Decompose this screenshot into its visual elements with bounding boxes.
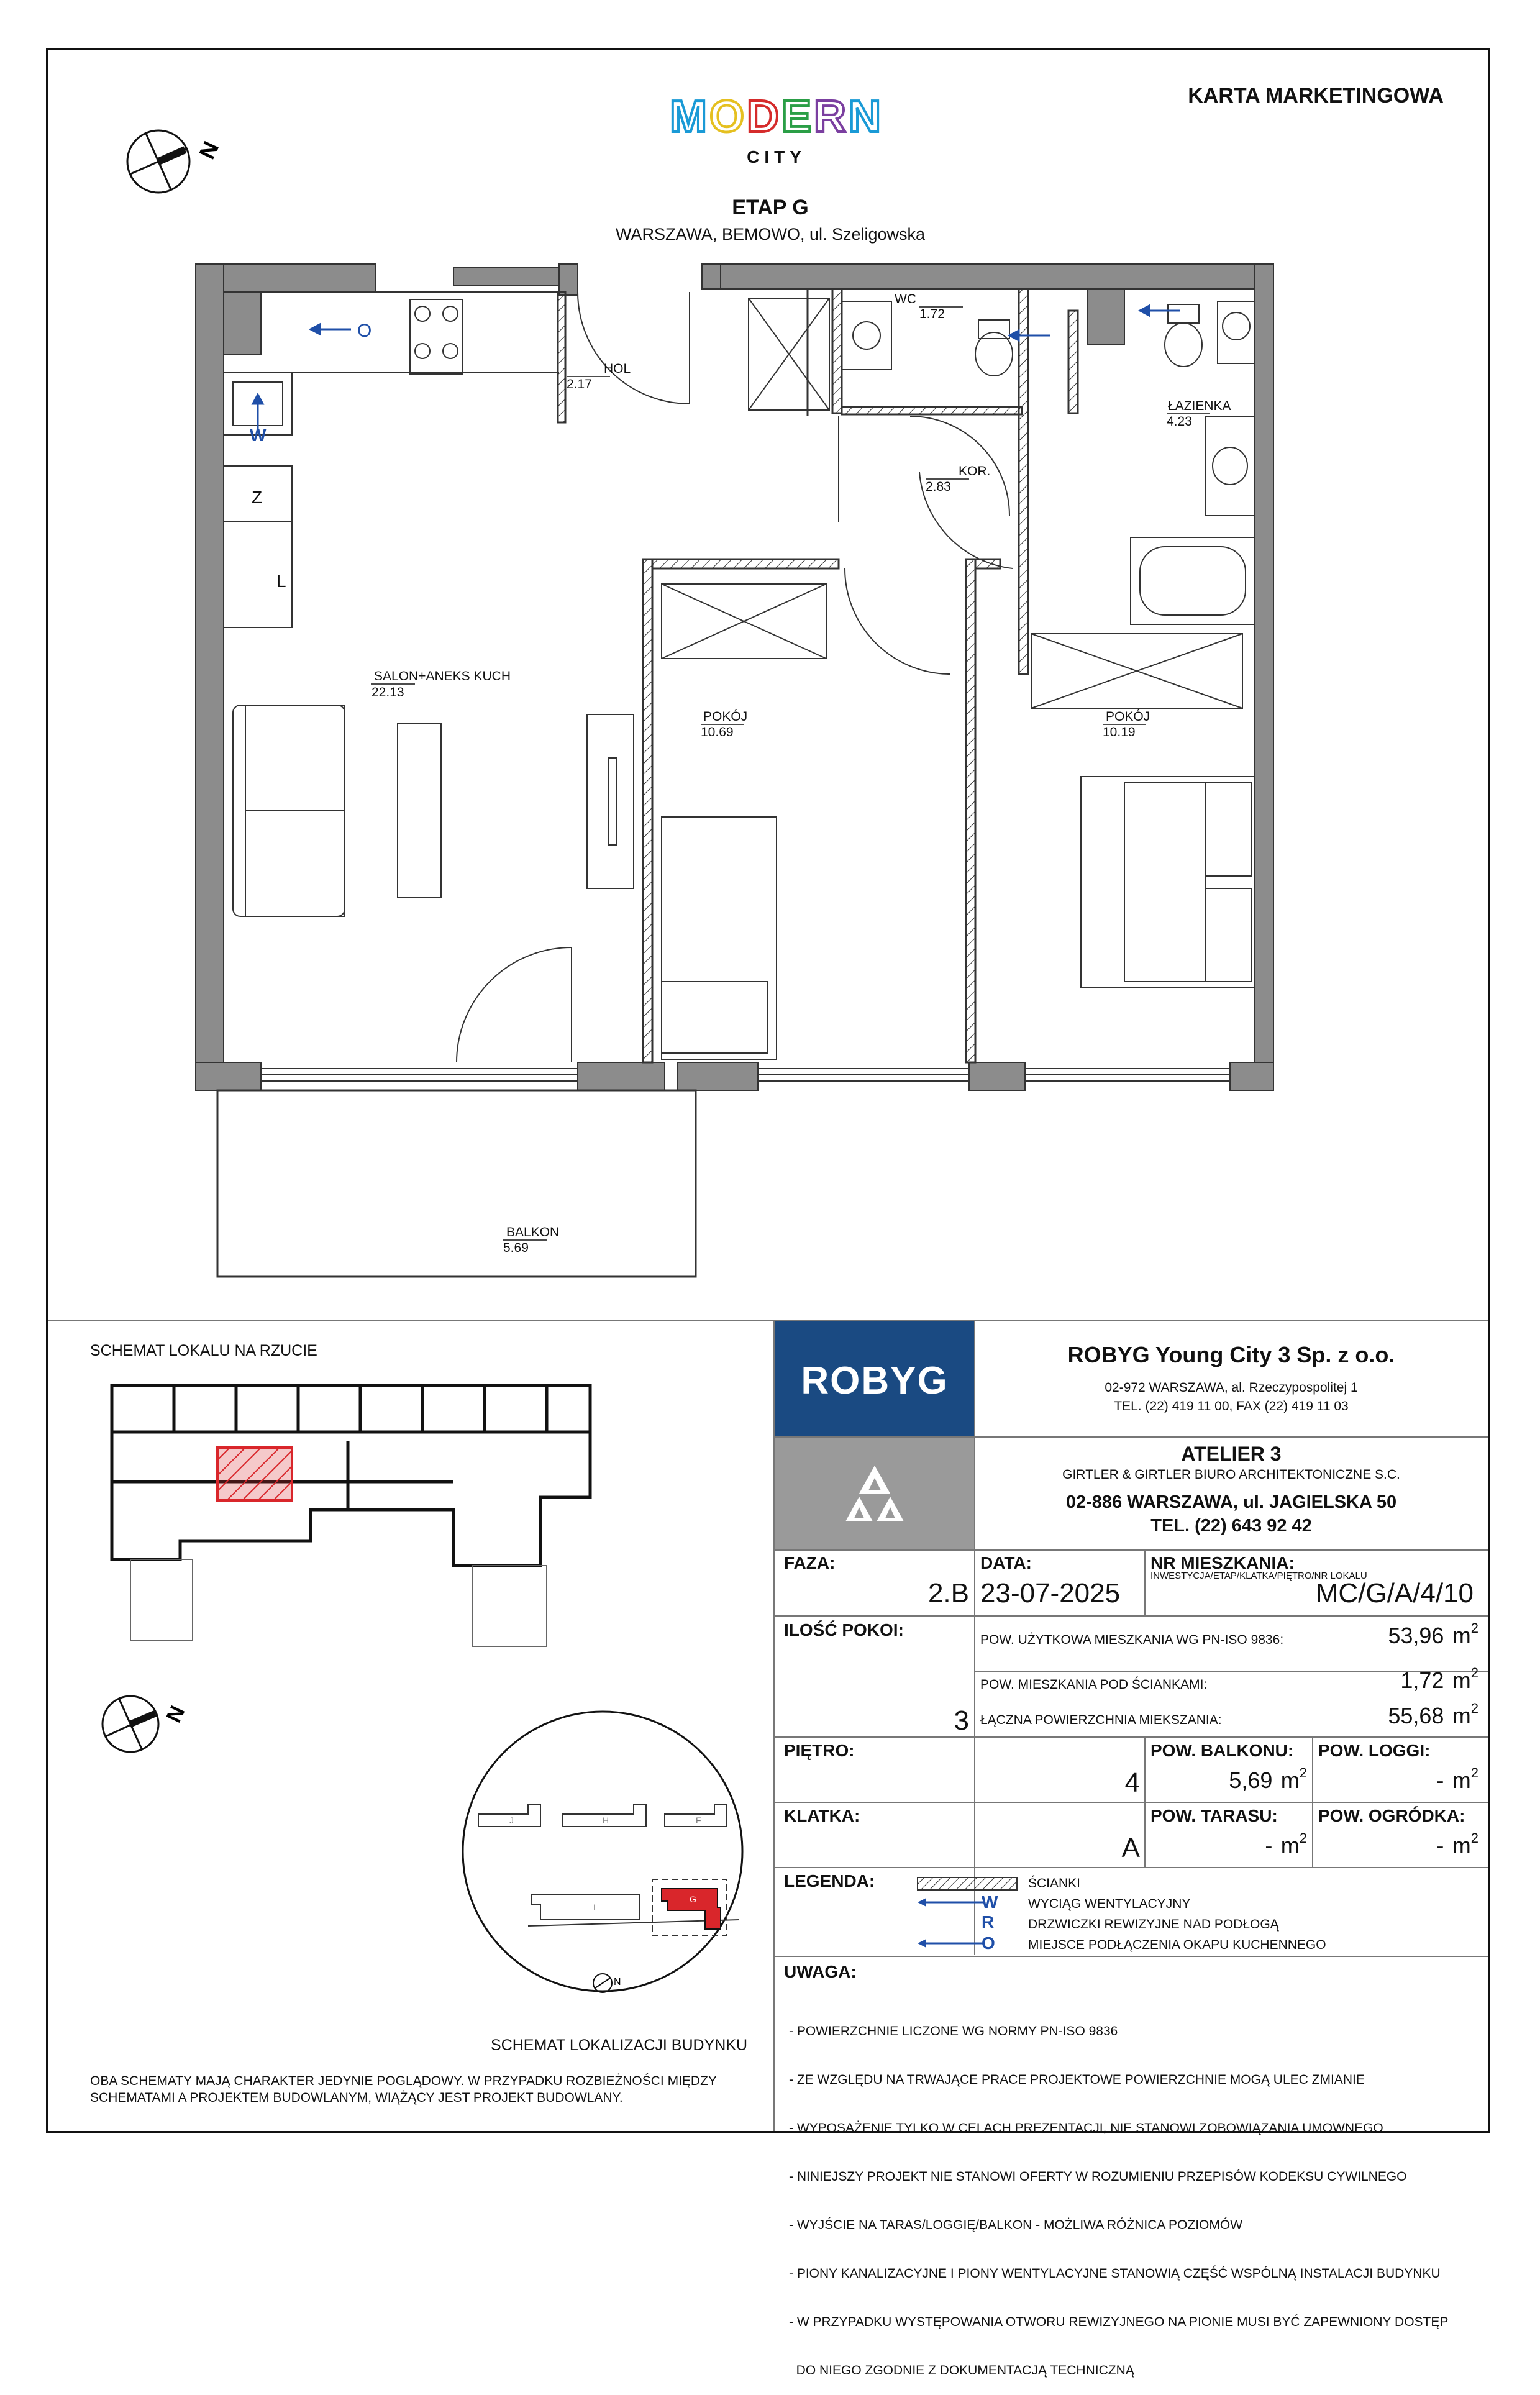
legend-symbol-o: O: [982, 1933, 995, 1953]
building-label-i: I: [593, 1902, 596, 1912]
building-schema-title: SCHEMAT LOKALIZACJI BUDYNKU: [491, 2037, 748, 2054]
legend-wall-symbol: [916, 1876, 1019, 1891]
room-name: KOR.: [959, 464, 991, 478]
unit-m: m: [1452, 1833, 1471, 1858]
unit-exponent: 2: [1470, 1700, 1478, 1716]
unit-m: m: [1280, 1768, 1300, 1793]
floor-plan: [186, 261, 1367, 1305]
symbol-z: Z: [252, 488, 263, 507]
robyg-logo-text: ROBYG: [801, 1359, 949, 1402]
architect-subtitle: GIRTLER & GIRTLER BIURO ARCHITEKTONICZNE S.C.: [1062, 1467, 1400, 1482]
atelier-logo-icon: [834, 1462, 915, 1525]
unit-exponent: 2: [1299, 1765, 1307, 1781]
svg-text:N: N: [162, 1702, 190, 1727]
faza-value: 2.B: [927, 1578, 969, 1608]
nr-value: MC/G/A/4/10: [1315, 1578, 1474, 1608]
nr-sublabel: INWESTYCJA/ETAP/KLATKA/PIĘTRO/NR LOKALU: [1150, 1571, 1367, 1581]
grid-h-7: [775, 1867, 1488, 1868]
unit-exponent: 2: [1470, 1830, 1478, 1846]
legend-arrow-w: [916, 1896, 985, 1909]
legend-text-hood: MIEJSCE PODŁĄCZENIA OKAPU KUCHENNEGO: [1028, 1938, 1326, 1952]
pokoje-label: ILOŚĆ POKOI:: [784, 1620, 904, 1640]
note-item: - PIONY KANALIZACYJNE I PIONY WENTYLACYJNE STANOWIĄ CZĘŚĆ WSPÓLNĄ INSTALACJI BUDYNKU: [789, 2266, 1441, 2281]
nr-label: NR MIESZKANIA:: [1150, 1553, 1295, 1572]
unit-m: m: [1452, 1703, 1471, 1728]
legend-text-revision: DRZWICZKI REWIZYJNE NAD PODŁOGĄ: [1028, 1917, 1279, 1932]
grid-v-4: [1312, 1736, 1313, 1867]
pow-scianki-label: POW. MIESZKANIA POD ŚCIANKAMI:: [980, 1677, 1208, 1692]
legend-arrow-o: [916, 1937, 985, 1950]
pow-laczna-label: ŁĄCZNA POWIERZCHNIA MIEKSZANIA:: [980, 1713, 1222, 1727]
unit-exponent: 2: [1299, 1830, 1307, 1846]
pietro-label: PIĘTRO:: [784, 1741, 855, 1760]
divider-vertical: [773, 1320, 775, 2131]
building-label-g: G: [690, 1894, 696, 1904]
note-item: DO NIEGO ZGODNIE Z DOKUMENTACJĄ TECHNICZNĄ: [789, 2363, 1134, 2378]
loggia-row: [1318, 1765, 1478, 1794]
pow-uzytkowa-value: 53,96: [1388, 1623, 1444, 1648]
balkon-value: 5,69: [1229, 1768, 1273, 1793]
taras-value: -: [1265, 1833, 1273, 1858]
loggia-label: POW. LOGGI:: [1318, 1741, 1431, 1760]
balkon-label: POW. BALKONU:: [1150, 1741, 1294, 1760]
room-area: 22.13: [371, 685, 404, 700]
modern-city-logo: [652, 93, 901, 168]
floor-schema: [93, 1373, 603, 1665]
robyg-logo-box: [775, 1321, 974, 1436]
balkon-row: [1150, 1765, 1307, 1794]
grid-h-5: [775, 1736, 1488, 1738]
doc-title: KARTA MARKETINGOWA: [1188, 84, 1444, 107]
notes-title: UWAGA:: [784, 1962, 857, 1981]
developer-phone: TEL. (22) 419 11 00, FAX (22) 419 11 03: [1114, 1399, 1349, 1413]
note-item: - NINIEJSZY PROJEKT NIE STANOWI OFERTY W ROZUMIENIU PRZEPISÓW KODEKSU CYWILNEGO: [789, 2169, 1407, 2184]
data-label: DATA:: [980, 1553, 1032, 1572]
disclaimer-line-2: SCHEMATAMI A PROJEKTEM BUDOWLANYM, WIĄŻĄCY JEST PROJEKT BUDOWLANY.: [90, 2091, 623, 2105]
unit-m: m: [1452, 1667, 1471, 1693]
room-area: 2.83: [926, 480, 951, 494]
building-label-h: H: [603, 1815, 609, 1825]
legend-text-vent: WYCIĄG WENTYLACYJNY: [1028, 1897, 1191, 1911]
unit-m: m: [1280, 1833, 1300, 1858]
room-area: 5.69: [503, 1241, 529, 1255]
legend-text-walls: ŚCIANKI: [1028, 1876, 1081, 1891]
room-area: 2.17: [567, 377, 592, 391]
klatka-label: KLATKA:: [784, 1806, 860, 1825]
architect-phone: TEL. (22) 643 92 42: [1150, 1516, 1312, 1536]
note-item: - WYJŚCIE NA TARAS/LOGGIĘ/BALKON - MOŻLIWA RÓŻNICA POZIOMÓW: [789, 2218, 1243, 2232]
north-compass: [118, 124, 236, 199]
data-value: 23-07-2025: [980, 1578, 1121, 1608]
room-name: HOL: [604, 362, 631, 376]
ogrodek-label: POW. OGRÓDKA:: [1318, 1806, 1465, 1825]
unit-m: m: [1452, 1623, 1471, 1648]
atelier-logo-box: [775, 1438, 974, 1549]
unit-exponent: 2: [1470, 1665, 1478, 1681]
north-compass-schema: [96, 1690, 202, 1764]
svg-text:N: N: [614, 1977, 621, 1987]
room-name: BALKON: [506, 1225, 560, 1239]
floor-schema-title: SCHEMAT LOKALU NA RZUCIE: [90, 1342, 317, 1359]
pow-scianki-row: [1242, 1667, 1478, 1694]
room-name: ŁAZIENKA: [1168, 399, 1231, 413]
room-area: 10.69: [701, 725, 734, 739]
info-divider-1: [775, 1436, 1488, 1438]
ogrodek-value: -: [1436, 1833, 1444, 1858]
building-label-j: J: [509, 1815, 514, 1825]
taras-row: [1150, 1830, 1307, 1859]
pow-scianki-value: 1,72: [1400, 1667, 1444, 1693]
legend-title: LEGENDA:: [784, 1871, 875, 1891]
loggia-value: -: [1436, 1768, 1444, 1793]
unit-m: m: [1452, 1768, 1471, 1793]
grid-h-1: [775, 1549, 1488, 1551]
note-item: - W PRZYPADKU WYSTĘPOWANIA OTWORU REWIZYJNEGO NA PIONIE MUSI BYĆ ZAPEWNIONY DOSTĘP: [789, 2315, 1449, 2329]
room-area: 10.19: [1103, 725, 1136, 739]
note-item: - ZE WZGLĘDU NA TRWAJĄCE PRACE PROJEKTOWE POWIERZCHNIE MOGĄ ULEC ZMIANIE: [789, 2073, 1365, 2087]
room-area: 4.23: [1167, 414, 1192, 429]
logo-main-text: MODERN: [669, 93, 884, 142]
pokoje-value: 3: [954, 1705, 969, 1736]
pow-uzytkowa-label: POW. UŻYTKOWA MIESZKANIA WG PN-ISO 9836:: [980, 1633, 1284, 1647]
unit-exponent: 2: [1470, 1765, 1478, 1781]
pow-laczna-row: [1242, 1700, 1478, 1729]
stage-title: ETAP G: [732, 196, 809, 219]
grid-h-6: [775, 1802, 1488, 1803]
legend-symbol-r: R: [982, 1912, 995, 1932]
notes-list: [789, 1991, 1448, 2395]
room-area: 1.72: [919, 307, 945, 321]
room-name: SALON+ANEKS KUCH: [374, 669, 511, 683]
developer-name: ROBYG Young City 3 Sp. z o.o.: [1067, 1342, 1395, 1367]
symbol-w: W: [250, 426, 267, 445]
grid-h-8: [775, 1956, 1488, 1957]
taras-label: POW. TARASU:: [1150, 1806, 1278, 1825]
logo-sub-text: CITY: [747, 147, 806, 167]
pietro-value: 4: [1124, 1768, 1140, 1798]
note-item: - WYPOSAŻENIE TYLKO W CELACH PREZENTACJI, NIE STANOWI ZOBOWIĄZANIA UMOWNEGO: [789, 2121, 1383, 2135]
architect-name: ATELIER 3: [1181, 1443, 1282, 1465]
unit-exponent: 2: [1470, 1620, 1478, 1636]
divider-horizontal: [48, 1320, 1488, 1321]
project-address: WARSZAWA, BEMOWO, ul. Szeligowska: [615, 225, 926, 244]
building-location-schema: [453, 1702, 752, 2000]
legend-symbol-w: W: [982, 1892, 998, 1912]
grid-h-2: [775, 1615, 1488, 1617]
building-label-f: F: [696, 1815, 701, 1825]
pow-uzytkowa-row: [1242, 1620, 1478, 1649]
ogrodek-row: [1318, 1830, 1478, 1859]
developer-address: 02-972 WARSZAWA, al. Rzeczypospolitej 1: [1105, 1380, 1358, 1395]
grid-v-3: [1144, 1736, 1146, 1867]
klatka-value: A: [1121, 1833, 1140, 1863]
grid-v-2: [1144, 1549, 1146, 1615]
note-item: - POWIERZCHNIE LICZONE WG NORMY PN-ISO 9836: [789, 2024, 1118, 2038]
room-name: WC: [895, 292, 916, 306]
architect-address: 02-886 WARSZAWA, ul. JAGIELSKA 50: [1065, 1492, 1397, 1512]
room-name: POKÓJ: [703, 709, 748, 724]
pow-laczna-value: 55,68: [1388, 1703, 1444, 1728]
faza-label: FAZA:: [784, 1553, 836, 1572]
svg-text:N: N: [194, 137, 224, 163]
symbol-o: O: [357, 321, 372, 341]
disclaimer-line-1: OBA SCHEMATY MAJĄ CHARAKTER JEDYNIE POGLĄDOWY. W PRZYPADKU ROZBIEŻNOŚCI MIĘDZY: [90, 2074, 717, 2088]
symbol-l: L: [276, 572, 286, 591]
room-name: POKÓJ: [1106, 709, 1150, 724]
